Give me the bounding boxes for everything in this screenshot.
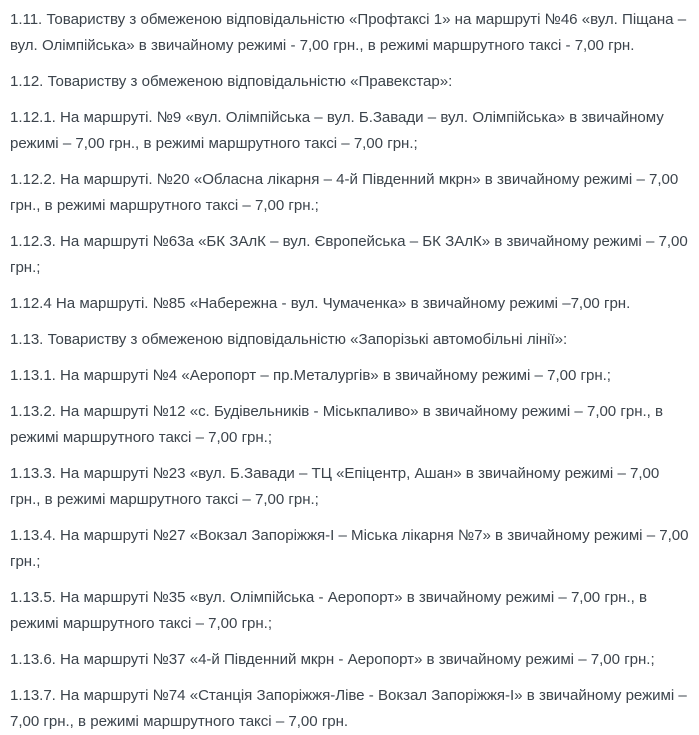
paragraph-1-13-1: 1.13.1. На маршруті №4 «Аеропорт – пр.Металургів» в звичайному режимі – 7,00 грн.; xyxy=(10,367,611,384)
paragraph-1-13-7: 1.13.7. На маршруті №74 «Станція Запоріжжя-Ліве - Вокзал Запоріжжя-І» в звичайному режимі – 7,00 грн., в режимі маршрутного таксі – 7,00 грн. xyxy=(10,687,687,730)
paragraph-1-13-2: 1.13.2. На маршруті №12 «с. Будівельників - Міськпаливо» в звичайному режимі – 7,00 грн., в режимі маршрутного таксі – 7,00 грн.; xyxy=(10,403,663,446)
paragraph-1-12-2: 1.12.2. На маршруті. №20 «Обласна лікарня – 4-й Південний мкрн» в звичайному режимі – 7,00 грн., в режимі маршрутного таксі – 7,00 грн.; xyxy=(10,171,679,214)
paragraph-1-12-3: 1.12.3. На маршруті №63а «БК ЗАлК – вул. Європейська – БК ЗАлК» в звичайному режимі – 7,00 грн.; xyxy=(10,233,688,276)
paragraph-1-13-3: 1.13.3. На маршруті №23 «вул. Б.Завади – ТЦ «Епіцентр, Ашан» в звичайному режимі – 7,00 грн., в режимі маршрутного таксі – 7,00 грн.; xyxy=(10,465,660,508)
paragraph-1-13-6: 1.13.6. На маршруті №37 «4-й Південний мкрн - Аеропорт» в звичайному режимі – 7,00 грн.; xyxy=(10,651,655,668)
paragraph-1-13-5: 1.13.5. На маршруті №35 «вул. Олімпійська - Аеропорт» в звичайному режимі – 7,00 грн., в режимі маршрутного таксі – 7,00 грн.; xyxy=(10,589,647,632)
paragraph-1-12: 1.12. Товариству з обмеженою відповідальністю «Правекстар»: xyxy=(10,73,453,90)
paragraph-1-13-4: 1.13.4. На маршруті №27 «Вокзал Запоріжжя-І – Міська лікарня №7» в звичайному режимі – 7,00 грн.; xyxy=(10,527,689,570)
paragraph-1-12-1: 1.12.1. На маршруті. №9 «вул. Олімпійська – вул. Б.Завади – вул. Олімпійська» в звичайному режимі – 7,00 грн., в режимі маршрутного таксі – 7,00 грн.; xyxy=(10,109,664,152)
paragraph-1-13: 1.13. Товариству з обмеженою відповідальністю «Запорізькі автомобільні лінії»: xyxy=(10,331,568,348)
paragraph-1-11: 1.11. Товариству з обмеженою відповідальністю «Профтаксі 1» на маршруті №46 «вул. Піщана – вул. Олімпійська» в звичайному режимі - 7,00 грн., в режимі маршрутного таксі - 7,00 грн. xyxy=(10,11,687,54)
paragraph-1-12-4: 1.12.4 На маршруті. №85 «Набережна - вул. Чумаченка» в звичайному режимі –7,00 грн. xyxy=(10,295,631,312)
